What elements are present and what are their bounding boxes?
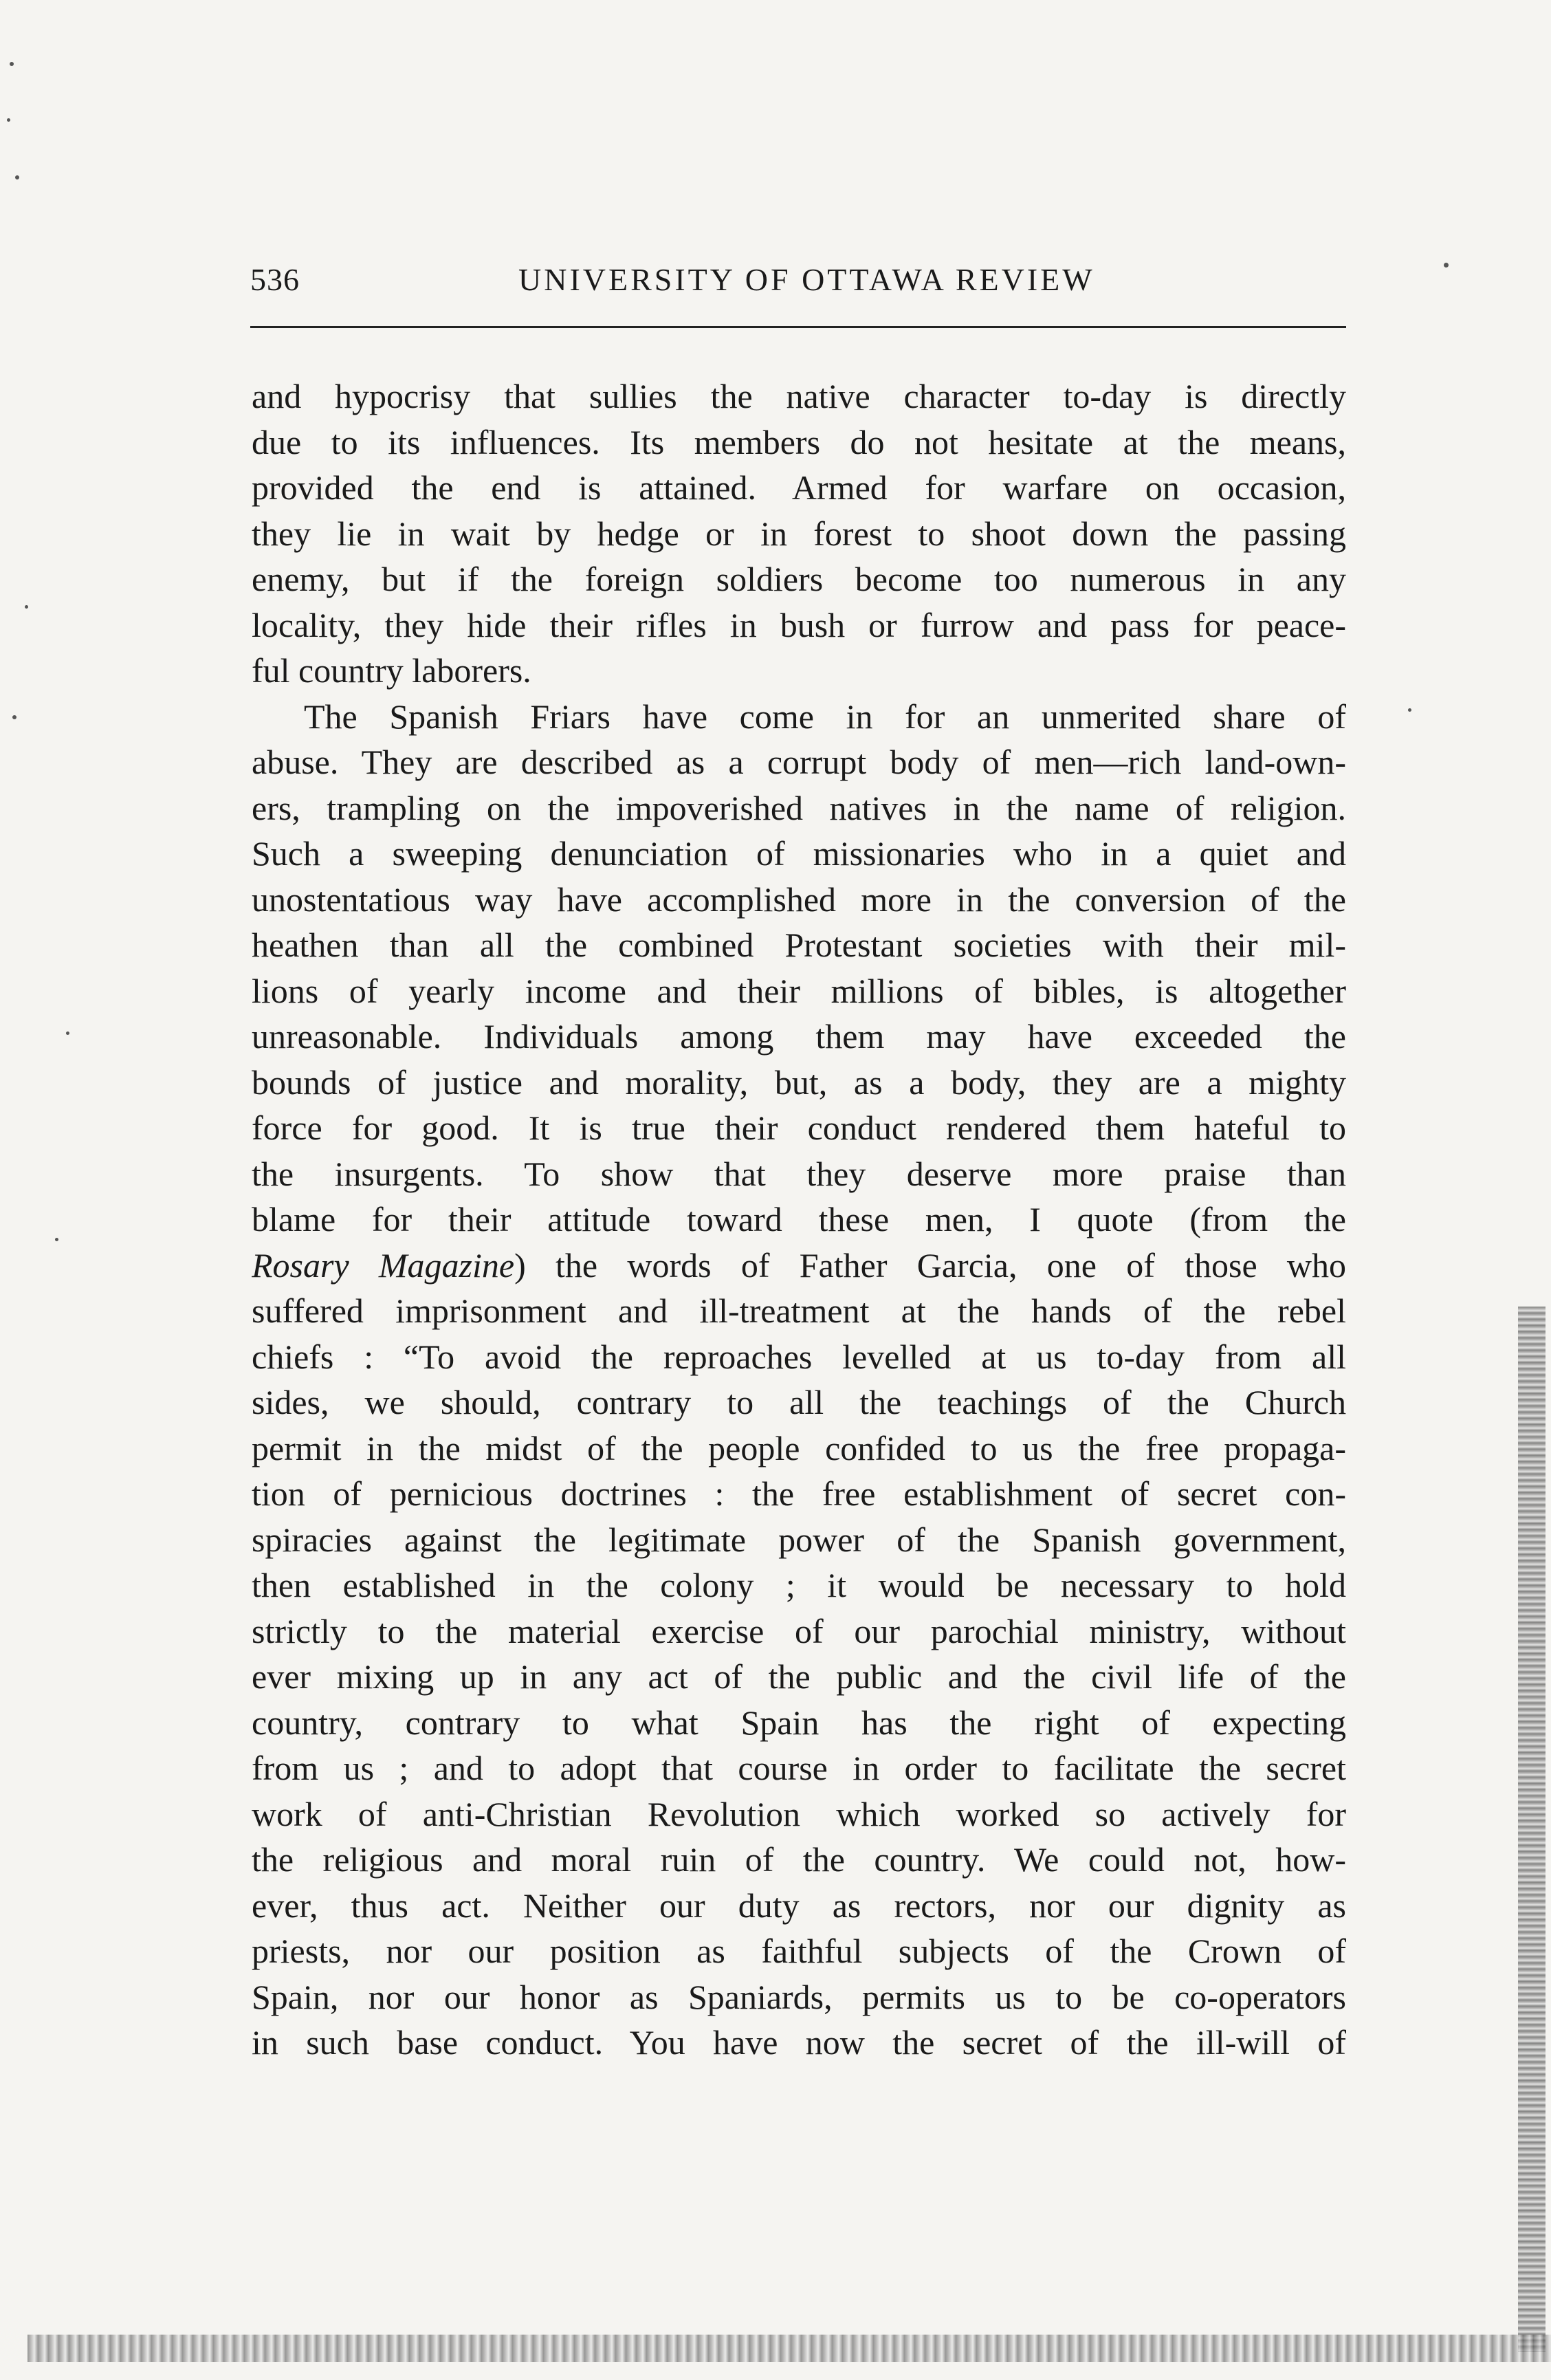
text-line: country, contrary to what Spain has the right of expecting xyxy=(252,1703,1346,1742)
text-line: lions of yearly income and their millions of bibles, is altogether xyxy=(252,971,1346,1010)
text-line: work of anti-Christian Revolution which worked so actively for xyxy=(252,1794,1346,1833)
text-line: priests, nor our position as faithful subjects of the Crown of xyxy=(252,1932,1346,1970)
text-line: chiefs : “To avoid the reproaches levelled at us to-day from all xyxy=(252,1337,1346,1376)
header-rule xyxy=(250,326,1346,328)
text-line: blame for their attitude toward these men, I quote (from the xyxy=(252,1200,1346,1238)
text-line: they lie in wait by hedge or in forest to shoot down the passing xyxy=(252,514,1346,553)
text-line: permit in the midst of the people confided to us the free propaga- xyxy=(252,1428,1346,1467)
text-line: bounds of justice and morality, but, as a body, they are a mighty xyxy=(252,1062,1346,1102)
text-line: tion of pernicious doctrines : the free establishment of secret con- xyxy=(252,1474,1346,1513)
page-header xyxy=(250,261,1346,303)
text-line: ever, thus act. Neither our duty as rectors, nor our dignity as xyxy=(252,1886,1346,1925)
text-line: ers, trampling on the impoverished natives in the name of religion. xyxy=(252,788,1346,827)
scan-speck xyxy=(1444,263,1449,268)
scan-edge-right xyxy=(1518,1307,1546,2352)
text-line: sides, we should, contrary to all the teachings of the Church xyxy=(252,1383,1346,1421)
text-line: spiracies against the legitimate power of the Spanish government, xyxy=(252,1520,1346,1559)
text-line: from us ; and to adopt that course in order to facilitate the secret xyxy=(252,1749,1346,1787)
text-line: the religious and moral ruin of the country. We could not, how- xyxy=(252,1840,1346,1879)
text-line: unreasonable. Individuals among them may have exceeded the xyxy=(252,1017,1346,1056)
text-line-rest: the words of Father Garcia, one of those who xyxy=(556,1245,1346,1285)
text-line: Spain, nor our honor as Spaniards, permits us to be co-operators xyxy=(252,1977,1346,2016)
text-line: enemy, but if the foreign soldiers become too numerous in any xyxy=(252,560,1346,598)
scan-speck xyxy=(7,118,10,122)
scan-speck xyxy=(55,1238,58,1241)
text-line: the insurgents. To show that they deserve more praise than xyxy=(252,1154,1346,1193)
running-title: UNIVERSITY OF OTTAWA REVIEW xyxy=(518,262,1095,297)
text-line: force for good. It is true their conduct rendered them hateful to xyxy=(252,1109,1346,1147)
text-line: suffered imprisonment and ill-treatment at the hands of the rebel xyxy=(252,1291,1346,1330)
scan-speck xyxy=(10,62,14,66)
text-line: ful country laborers. xyxy=(252,651,531,690)
scan-speck xyxy=(25,605,28,609)
scan-speck xyxy=(15,175,19,179)
scan-edge-bottom xyxy=(28,2335,1551,2362)
body-text xyxy=(252,373,1346,2066)
text-line: heathen than all the combined Protestant societies with their mil- xyxy=(252,926,1346,964)
page-number: 536 xyxy=(250,262,300,297)
text-line: due to its influences. Its members do not hesitate at the means, xyxy=(252,422,1346,461)
text-line: Such a sweeping denunciation of missionaries who in a quiet and xyxy=(252,834,1346,873)
scan-speck xyxy=(66,1031,69,1035)
text-line: then established in the colony ; it would be necessary to hold xyxy=(252,1566,1346,1604)
text-line: provided the end is attained. Armed for warfare on occasion, xyxy=(252,468,1346,507)
scan-speck xyxy=(1408,708,1411,712)
text-line-paragraph-start: The Spanish Friars have come in for an unmerited share of xyxy=(304,697,1346,736)
text-line: abuse. They are described as a corrupt body of men—rich land-own- xyxy=(252,743,1346,781)
text-line: unostentatious way have accomplished more in the conversion of the xyxy=(252,880,1346,919)
text-line: in such base conduct. You have now the secret of the ill-will of xyxy=(252,2023,1346,2062)
text-line: strictly to the material exercise of our parochial ministry, without xyxy=(252,1611,1346,1650)
text-line-with-italic: Rosary Magazine) the words of Father Garcia, one of those who xyxy=(252,1245,1346,1285)
text-line: ever mixing up in any act of the public and the civil life of the xyxy=(252,1657,1346,1696)
magazine-title: Rosary Magazine xyxy=(252,1245,515,1285)
text-line: and hypocrisy that sullies the native character to-day is directly xyxy=(252,377,1346,415)
scan-speck xyxy=(12,715,16,719)
text-line: locality, they hide their rifles in bush or furrow and pass for peace- xyxy=(252,605,1346,644)
